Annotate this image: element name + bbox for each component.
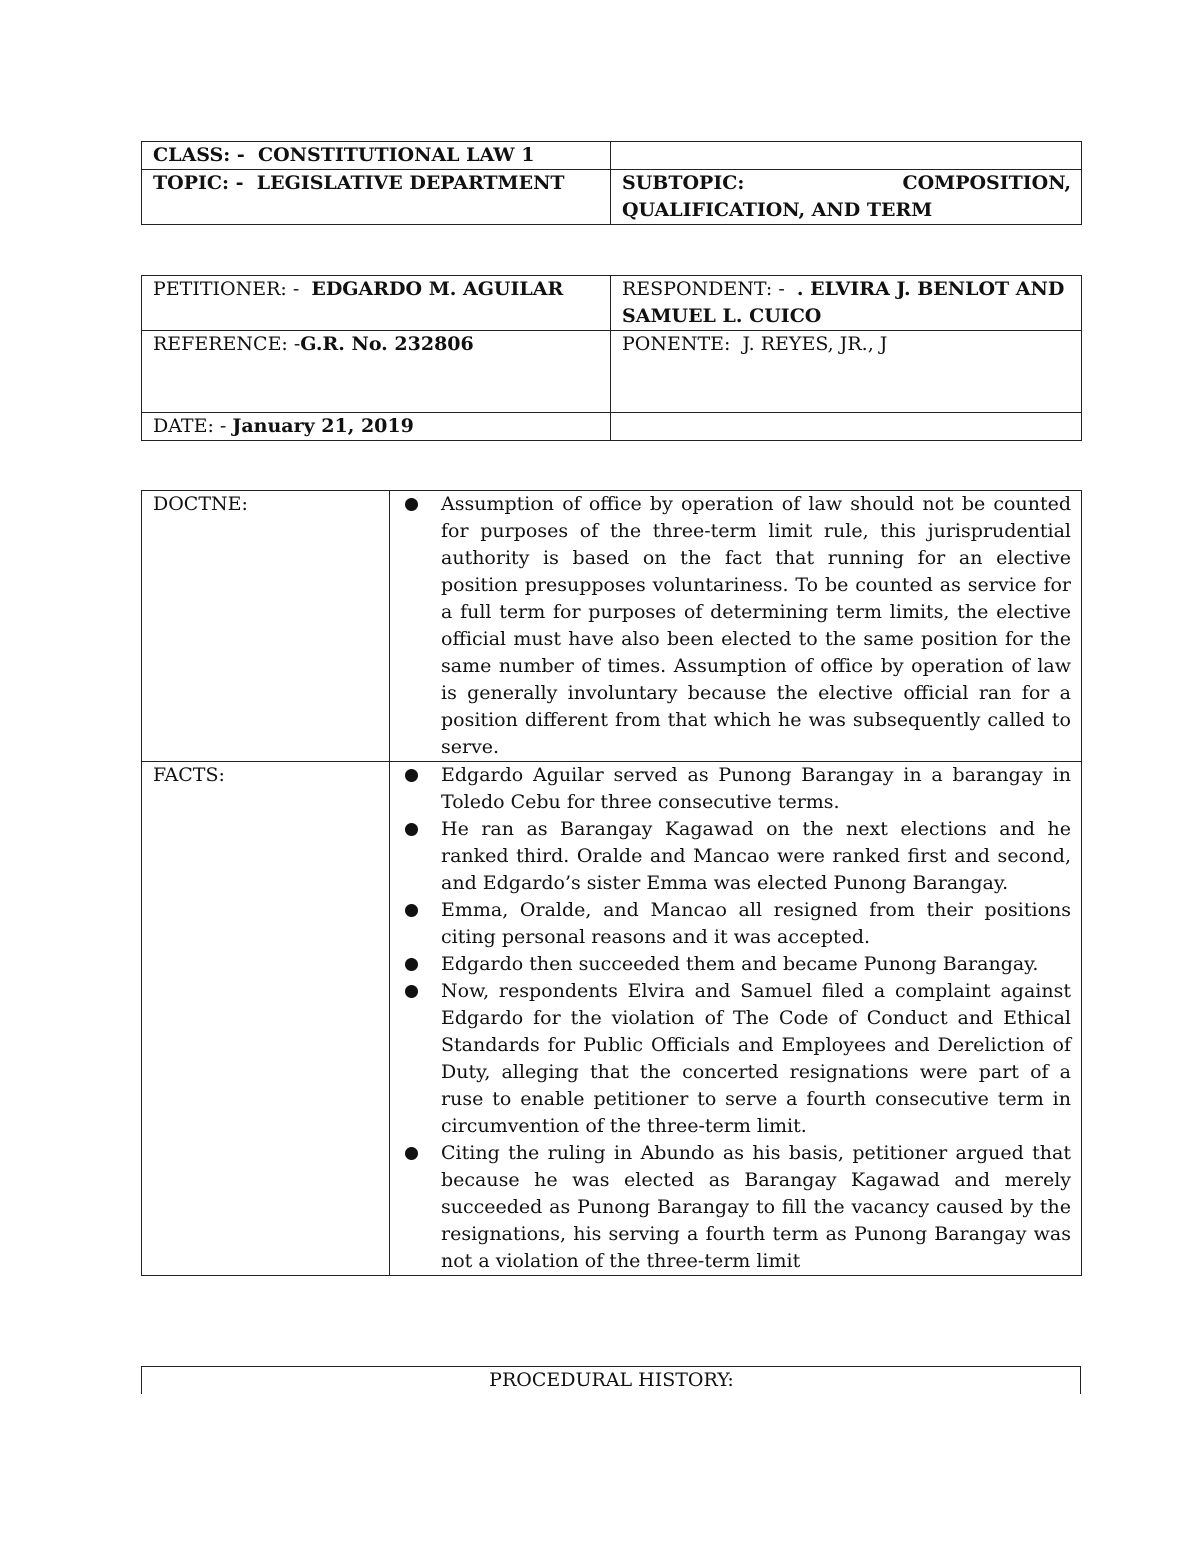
facts-item: [401, 762, 1071, 816]
subtopic-cell: [611, 170, 1082, 225]
respondent-value-part-2: SAMUEL L. CUICO: [622, 305, 822, 327]
bullet-icon: [405, 958, 418, 971]
doctrine-item: [401, 491, 1071, 761]
bullet-icon: [405, 904, 418, 917]
parties-row: [142, 276, 1082, 331]
facts-list: [401, 762, 1071, 1275]
doctrine-list: [401, 491, 1071, 761]
subtopic-first-line: [622, 170, 1071, 197]
petitioner-label: PETITIONER: -: [153, 278, 300, 300]
reference-cell: [142, 331, 611, 413]
respondent-value-part-1: . ELVIRA J. BENLOT AND: [796, 278, 1065, 300]
facts-item: [401, 951, 1071, 978]
bullet-icon: [405, 823, 418, 836]
respondent-label: RESPONDENT: -: [622, 278, 785, 300]
ponente-label: PONENTE:: [622, 333, 731, 355]
bullet-icon: [405, 985, 418, 998]
doctrine-item-text: Assumption of office by operation of law should not be counted for purposes of the three-term limit rule, this jurisprudential authority is based on the fact that running for an elective position presupposes voluntariness. To be counted as service for a full term for purposes of determining term limits, the elective official must have also been elected to the same position for the same number of times. Assumption of office by operation of law is generally involuntary because the elective official ran for a position different from that which he was subsequently called to serve.: [441, 493, 1071, 758]
reference-row: [142, 331, 1082, 413]
subtopic-value-part-1: COMPOSITION,: [902, 172, 1071, 194]
reference-label: REFERENCE: -: [153, 333, 301, 355]
class-value: CONSTITUTIONAL LAW 1: [258, 144, 535, 166]
facts-item-text: Edgardo Aguilar served as Punong Barangay in a barangay in Toledo Cebu for three consecutive terms.: [441, 764, 1071, 813]
petitioner-value: EDGARDO M. AGUILAR: [311, 278, 564, 300]
procedural-history-cell: [142, 1367, 1081, 1395]
topic-cell: [142, 170, 611, 225]
subtopic-value-part-2: QUALIFICATION, AND TERM: [622, 199, 933, 221]
topic-value: LEGISLATIVE DEPARTMENT: [256, 172, 565, 194]
doctrine-facts-table: [141, 490, 1082, 1276]
petitioner-cell: [142, 276, 611, 331]
reference-value: G.R. No. 232806: [300, 333, 474, 355]
date-label: DATE: -: [153, 415, 227, 437]
facts-item-text: Now, respondents Elvira and Samuel filed a complaint against Edgardo for the violation of The Code of Conduct and Ethical Standards for Public Officials and Employees and Dereliction of Duty, alleging that the concerted resignations were part of a ruse to enable petitioner to serve a fourth consecutive term in circumvention of the three-term limit.: [441, 980, 1071, 1137]
facts-item: [401, 1140, 1071, 1275]
class-topic-table: [141, 141, 1082, 225]
facts-item: [401, 978, 1071, 1140]
bullet-icon: [405, 498, 418, 511]
facts-item-text: Emma, Oralde, and Mancao all resigned from their positions citing personal reasons and it was accepted.: [441, 899, 1071, 948]
date-empty-cell: [611, 413, 1082, 441]
bullet-icon: [405, 769, 418, 782]
date-value: January 21, 2019: [232, 415, 414, 437]
facts-content-cell: [390, 762, 1082, 1276]
ponente-value: J. REYES, JR., J: [742, 333, 888, 355]
procedural-history-label: PROCEDURAL HISTORY:: [489, 1369, 734, 1391]
doctrine-label-cell: [142, 491, 390, 762]
class-row: [142, 142, 1082, 170]
facts-item: [401, 897, 1071, 951]
ponente-cell: [611, 331, 1082, 413]
topic-row: [142, 170, 1082, 225]
facts-item-text: Edgardo then succeeded them and became Punong Barangay.: [441, 953, 1039, 975]
doctrine-label: DOCTNE:: [153, 493, 248, 515]
topic-label: TOPIC: -: [153, 172, 244, 194]
date-row: [142, 413, 1082, 441]
facts-item-text: Citing the ruling in Abundo as his basis, petitioner argued that because he was elected as Barangay Kagawad and merely succeeded as Punong Barangay to fill the vacancy caused by the resignations, his serving a fourth term as Punong Barangay was not a violation of the three-term limit: [441, 1142, 1071, 1272]
procedural-history-table: [141, 1366, 1081, 1394]
class-label: CLASS: -: [153, 144, 245, 166]
doctrine-row: [142, 491, 1082, 762]
class-empty-cell: [611, 142, 1082, 170]
facts-row: [142, 762, 1082, 1276]
facts-item-text: He ran as Barangay Kagawad on the next elections and he ranked third. Oralde and Mancao were ranked first and second, and Edgardo’s sister Emma was elected Punong Barangay.: [441, 818, 1071, 894]
facts-label: FACTS:: [153, 764, 225, 786]
facts-item: [401, 816, 1071, 897]
class-cell: [142, 142, 611, 170]
bullet-icon: [405, 1147, 418, 1160]
subtopic-label: SUBTOPIC:: [622, 172, 745, 194]
case-info-table: [141, 275, 1082, 441]
procedural-history-row: [142, 1367, 1081, 1395]
respondent-cell: [611, 276, 1082, 331]
doctrine-content-cell: [390, 491, 1082, 762]
facts-label-cell: [142, 762, 390, 1276]
date-cell: [142, 413, 611, 441]
